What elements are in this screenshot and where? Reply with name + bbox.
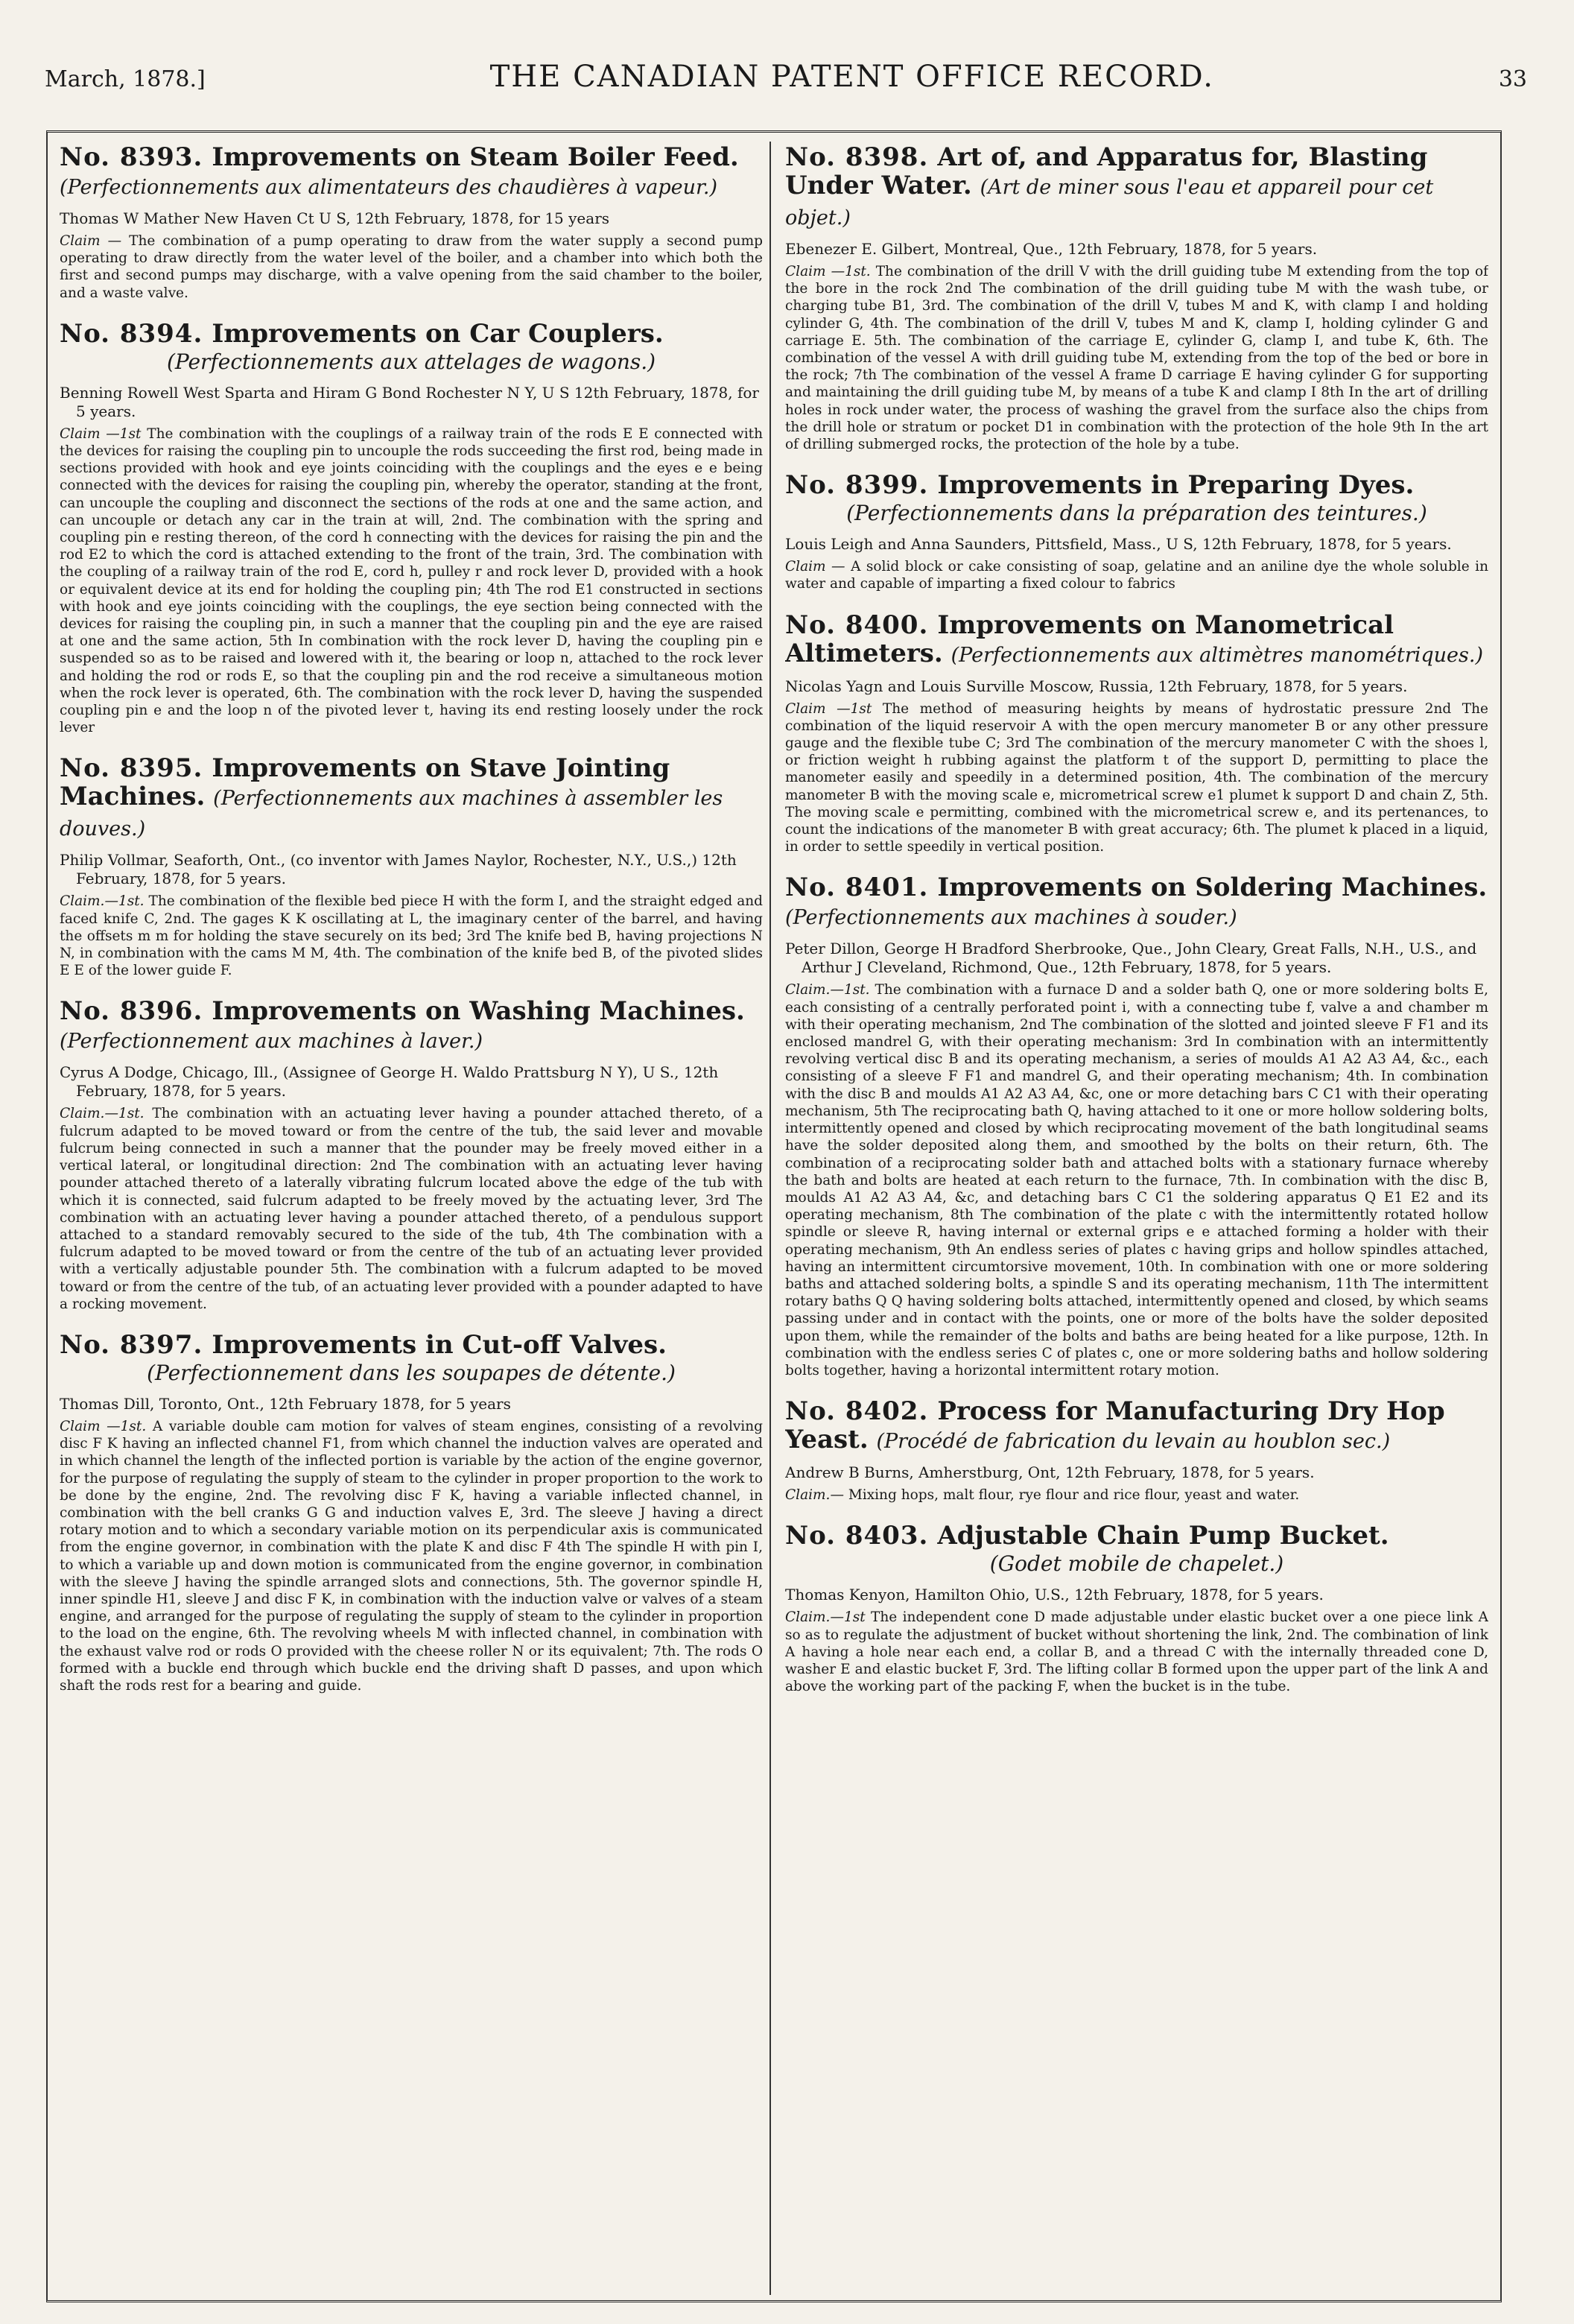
french-title: (Godet mobile de chapelet.) [989,1551,1284,1577]
claim-body: The combination of the flexible bed piece H with the form I, and the straight edged and faced knife C, 2nd. The gages K K oscillating at L, the imaginary center of the barrel, and having the offsets m m for holding the stave securely on its bed; 3rd The knife bed B, having projections N N, in combination with the cams M M, 4th. The combination of the knife bed B, of the pivoted slides E E of the lower guide F. [60,893,763,979]
patent-title: Adjustable Chain Pump Bucket. [937,1521,1389,1551]
french-title: (Art de miner sous l'eau et appareil pour cet objet.) [785,176,1434,229]
claim-text [60,232,763,302]
entry-heading [785,471,1488,499]
patent-title: Process for Manufacturing Dry Hop Yeast. [785,1396,1445,1455]
claim-label: Claim.—1st [785,1609,866,1626]
entry-heading [60,143,763,202]
left-column [60,143,763,2293]
claim-text [785,981,1488,1379]
french-title: (Perfectionnements aux attelages de wagons.) [166,349,656,374]
patent-number: No. 8398. [785,143,929,172]
patentee-line: Ebenezer E. Gilbert, Montreal, Que., 12th February, 1878, for 5 years. [785,240,1318,258]
claim-text [60,425,763,737]
patent-entry [60,754,763,979]
patent-number: No. 8393. [60,143,203,172]
entry-heading [785,143,1488,232]
patent-entry [785,1522,1488,1695]
claim-label: Claim.—1st. [785,982,870,998]
french-title: (Perfectionnement aux machines à laver.) [60,1030,483,1054]
french-title: (Perfectionnements aux altimètres manométriques.) [951,643,1484,667]
claim-label: Claim — [60,233,122,249]
patent-title: Improvements on Washing Machines. [212,996,745,1027]
patent-title: Improvements on Car Couplers. [212,318,664,349]
patent-number: No. 8399. [785,470,929,501]
claim-text [785,700,1488,856]
page-number: 33 [1498,66,1527,92]
patent-title: Art of, and Apparatus for, Blasting Under Water. [785,143,1428,200]
patent-entry [785,471,1488,592]
entry-heading [785,1397,1488,1456]
claim-text [60,1105,763,1312]
claim-body: The combination with a furnace D and a solder bath Q, one or more soldering bolts E, each consisting of a centrally perforated point i, with a connecting tube f, valve a and chamber m with their operating mechanism, 2nd The combination of the slotted and jointed sleeve F F1 and its enclosed mandrel G, with their operating mechanism: 3rd In combination with an intermittently revolving vertical disc B and its operating mechanism, a series of moulds A1 A2 A3 A4, &c., each consisting of a sleeve F F1 and mandrel G, and their operating mechanism; 4th. In combination with the disc B and moulds A1 A2 A3 A4, &c, one or more detaching bars C C1 with their operating mechanism, 5th The reciprocating bath Q, having attached to it one or more hollow soldering bolts, intermittently opened and closed by which reciprocating movement of the bath longitudinal seams have the solder deposited along them, and smoothed by the bolts on their return, 6th. The combination of a reciprocating solder bath and attached bolts with a stationary furnace whereby the bath and bolts are heated at each return to the furnace, 7th. In combination with the disc B, moulds A1 A2 A3 A4, &c, and detaching bars C C1 the soldering apparatus Q E1 E2 and its operating mechanism, 8th The combination of the plate c with the intermittently rotated hollow spindle or sleeve R, having internal or external grips e e attached forming a holder with their operating mechanism, 9th An endless series of plates c having grips and hollow spindles attached, having an intermittent circumtorsive movement, 10th. In combination with one or more soldering baths and attached soldering bolts, a spindle S and its operating mechanism, 11th The intermittent rotary baths Q Q having soldering bolts attached, intermittently opened and closed, by which seams passing under and in contact with the points, one or more of the bolts have the solder deposited upon them, while the remainder of the bolts and baths are being heated for a like purpose, 12th. In combination with the endless series C of plates c, one or more soldering baths and hollow soldering bolts together, having a horizontal intermittent rotary motion. [785,982,1488,1378]
french-title: (Perfectionnement dans les soupapes de détente.) [147,1360,676,1385]
french-title: (Perfectionnements aux alimentateurs des chaudières à vapeur.) [60,176,718,199]
right-column [785,143,1488,2293]
patent-number: No. 8395. [60,753,203,784]
claim-text [785,558,1488,592]
patentee-line: Cyrus A Dodge, Chicago, Ill., (Assignee of George H. Waldo Prattsburg N Y), U S., 12th February, 1878, for 5 years. [60,1063,719,1101]
entry-heading [60,754,763,843]
patent-entry [60,997,763,1312]
patentee-line: Philip Vollmar, Seaforth, Ont., (co inventor with James Naylor, Rochester, N.Y., U.S.,) 12th February, 1878, for 5 years. [60,851,737,888]
patent-number: No. 8402. [785,1396,929,1427]
claim-label: Claim.—1st. [60,1106,145,1122]
claim-text [785,1609,1488,1695]
claim-label: Claim.—1st. [60,893,145,910]
claim-body: Mixing hops, malt flour, rye flour and rice flour, yeast and water. [848,1487,1300,1504]
patent-title: Improvements on Soldering Machines. [937,873,1488,903]
patent-number: No. 8403. [785,1521,929,1551]
patent-title: Improvements on Manometrical Altimeters. [785,610,1394,668]
claim-label: Claim —1st [60,425,142,442]
patent-number: No. 8397. [60,1329,203,1360]
claim-label: Claim — [785,559,845,575]
claim-body: The combination with an actuating lever having a pounder attached thereto, of a fulcrum adapted to be moved toward or from the centre of the tub, the said lever and movable fulcrum being connected in such a manner that the pounder may be freely moved either in a vertical lateral, or longitudinal direction: 2nd The combination with an actuating lever having pounder attached thereto of a laterally vibrating fulcrum located above the edge of the tub with which it is connected, said fulcrum adapted to be freely moved by the actuating lever, 3rd The combination with an actuating lever having a pounder attached thereto, of a pendulous support attached to a standard removably secured to the side of the tub, 4th The combination with a fulcrum adapted to be moved toward or from the centre of the tub of an actuating lever provided with a vertically adjustable pounder 5th. The combination with a fulcrum adapted to be moved toward or from the centre of the tub, of an actuating lever provided with a pounder adapted to have a rocking movement. [60,1106,763,1312]
entry-heading [60,1331,763,1359]
claim-label: Claim —1st. [60,1418,147,1434]
claim-body: The combination of a pump operating to draw from the water supply a second pump operating to draw directly from the water level of the boiler, and a chamber into which both the first and second pumps may discharge, with a valve opening from the said chamber to the boiler, and a waste valve. [60,233,763,301]
patentee-line: Thomas Dill, Toronto, Ont., 12th February 1878, for 5 years [60,1394,511,1413]
claim-text [785,263,1488,453]
claim-body: The independent cone D made adjustable under elastic bucket over a one piece link A so as to regulate the adjustment of bucket without shortening the link, 2nd. The combination of link A having a hole near each end, a collar B, and a thread C with the internally threaded cone D, washer E and elastic bucket F, 3rd. The lifting collar B formed upon the upper part of the link A and above the working part of the packing F, when the bucket is in the tube. [785,1609,1488,1695]
claim-text [785,1486,1488,1504]
patent-entry [60,1331,763,1694]
patent-entry [785,611,1488,856]
claim-text [60,1418,763,1694]
french-title: (Perfectionnements dans la préparation des teintures.) [846,501,1427,526]
patent-title: Improvements in Preparing Dyes. [937,470,1415,501]
patent-entry [785,873,1488,1379]
patentee-line: Peter Dillon, George H Bradford Sherbrooke, Que., John Cleary, Great Falls, N.H., U.S., and Arthur J Cleveland, Richmond, Que., 12th February, 1878, for 5 years. [785,940,1477,977]
patent-number: No. 8400. [785,610,929,640]
french-title: (Perfectionnements aux machines à assembler les douves.) [60,787,723,841]
patent-entry [60,320,763,737]
claim-label: Claim —1st [785,700,872,717]
french-title: (Perfectionnements aux machines à souder.) [785,906,1237,930]
claim-label: Claim.— [785,1487,844,1504]
issue-date: March, 1878.] [45,66,206,92]
patent-entry [785,1397,1488,1504]
patent-number: No. 8394. [60,318,203,349]
entry-heading [785,1522,1488,1550]
patentee-line: Thomas Kenyon, Hamilton Ohio, U.S., 12th February, 1878, for 5 years. [785,1586,1324,1604]
entry-heading [785,611,1488,670]
entry-heading [60,997,763,1056]
running-header [45,60,1527,112]
claim-body: The method of measuring heights by means of hydrostatic pressure 2nd The combination of the liquid reservoir A with the open mercury manometer B or any other pressure gauge and the flexible tube C; 3rd The combination of the mercury manometer C with the shoes l, or friction weight h rubbing against the platform t of the support D, permitting to place the manometer easily and speedily in a determined position, 4th. The combination of the mercury manometer B with the moving scale e, micrometrical screw e1 plumet k support D and chain Z, 5th. The moving scale e permitting, combined with the micrometrical screw e, and its pertenances, to count the indications of the manometer B with great accuracy; 6th. The plumet k placed in a liquid, in order to settle speedily in vertical position. [785,700,1488,855]
patent-title: Improvements on Steam Boiler Feed. [212,143,739,172]
claim-body: The combination of the drill V with the drill guiding tube M extending from the top of the bore in the rock 2nd The combination of the drill guiding tube M with the wash tube, or charging tube B1, 3rd. The combination of the drill V, tubes M and K, with clamp I and holding cylinder G, 4th. The combination of the drill V, tubes M and K, clamp I, holding cylinder G and carriage E. 5th. The combination of the carriage E, cylinder G, clamp I, and tube K, 6th. The combination of the vessel A with drill guiding tube M, extending from the top of the bed or bore in the rock; 7th The combination of the vessel A frame D carriage E having cylinder G for supporting and maintaining the drill guiding tube M, by means of a tube K and clamp I 8th In the art of drilling holes in rock under water, the process of washing the gravel from the surface also the chips from the drill hole or stratum or pocket D1 in combination with the protection of the hole 9th In the art of drilling submerged rocks, the protection of the hole by a tube. [785,264,1488,453]
claim-label: Claim —1st. [785,264,871,279]
entry-heading [785,873,1488,932]
patent-entry [785,143,1488,453]
patent-number: No. 8401. [785,873,929,903]
patentee-line: Nicolas Yagn and Louis Surville Moscow, Russia, 12th February, 1878, for 5 years. [785,677,1408,695]
french-title: (Procédé de fabrication du levain au houblon sec.) [876,1430,1391,1454]
claim-body: A variable double cam motion for valves of steam engines, consisting of a revolving disc F K having an inflected channel F1, from which channel the induction valves are operated and in which channel the length of the inflected portion is variable by the action of the engine governor, for the purpose of regulating the supply of steam to the cylinder in proper proportion to the work to be done by the engine, 2nd. The revolving disc F K, having a variable inflected channel, in combination with the bell cranks G G and induction valves E, 3rd. The sleeve J having a direct rotary motion and to which a secondary variable motion on its perpendicular axis is communicated from the engine governor, in combination with the plate K and disc F 4th The spindle H with pin I, to which a variable up and down motion is communicated from the engine governor, in combination with the sleeve J having the spindle arranged slots and connections, 5th. The governor spindle H, inner spindle H1, sleeve J and disc F K, in combination with the induction valve or valves of a steam engine, and arranged for the purpose of regulating the supply of steam to the cylinder in proportion to the load on the engine, 6th. The revolving wheels M with inflected channel, in combination with the exhaust valve rod or rods O provided with the cheese roller N or its equivalent; 7th. The rods O formed with a buckle end through which buckle end the driving shaft D passes, and upon which shaft the rods rest for a bearing and guide. [60,1418,763,1694]
claim-body: The combination with the couplings of a railway train of the rods E E connected with the devices for raising the coupling pin to uncouple the rods succeeding the first rod, being made in sections provided with hook and eye joints coinciding with the couplings and the eyes e e being connected with the devices for raising the coupling pin, whereby the operator, standing at the front, can uncouple the coupling and disconnect the sections of the rods at one and the same action, and can uncouple or detach any car in the train at will, 2nd. The combination with the spring and coupling pin e resting thereon, of the cord h connecting with the devices for raising the pin and the rod E2 to which the cord is attached extending to the front of the train, 3rd. The combination with the coupling of a railway train of the rod E, cord h, pulley r and rock lever D, provided with a hook or equivalent device at its end for holding the coupling pin; 4th The rod E1 constructed in sections with hook and eye joints coinciding with the couplings, the eye section being connected with the devices for raising the coupling pin, in such a manner that the coupling pin and the eye are raised at one and the same action, 5th In combination with the rock lever D, having the coupling pin e suspended so as to be raised and lowered with it, the bearing or loop n, attached to the rock lever and holding the rod or rods E, so that the coupling pin and the rod receive a simultaneous motion when the rock lever is operated, 6th. The combination with the rock lever D, having the suspended coupling pin e and the loop n of the pivoted lever t, having its end resting loosely under the rock lever [60,425,763,736]
patent-entry [60,143,763,302]
publication-title: THE CANADIAN PATENT OFFICE RECORD. [489,60,1214,94]
patent-number: No. 8396. [60,996,203,1027]
claim-text [60,893,763,979]
patent-title: Improvements on Stave Jointing Machines. [60,753,670,812]
patent-title: Improvements in Cut-off Valves. [212,1329,667,1360]
claim-body: A solid block or cake consisting of soap, gelatine and an aniline dye the whole soluble in water and capable of imparting a fixed colour to fabrics [785,559,1488,592]
entry-heading [60,320,763,348]
patentee-line: Louis Leigh and Anna Saunders, Pittsfield, Mass., U S, 12th February, 1878, for 5 years. [785,535,1452,554]
column-divider [769,142,771,2295]
patentee-line: Benning Rowell West Sparta and Hiram G Bond Rochester N Y, U S 12th February, 1878, for 5 years. [60,383,759,420]
patentee-line: Thomas W Mather New Haven Ct U S, 12th February, 1878, for 15 years [60,209,610,227]
patentee-line: Andrew B Burns, Amherstburg, Ont, 12th February, 1878, for 5 years. [785,1463,1315,1482]
